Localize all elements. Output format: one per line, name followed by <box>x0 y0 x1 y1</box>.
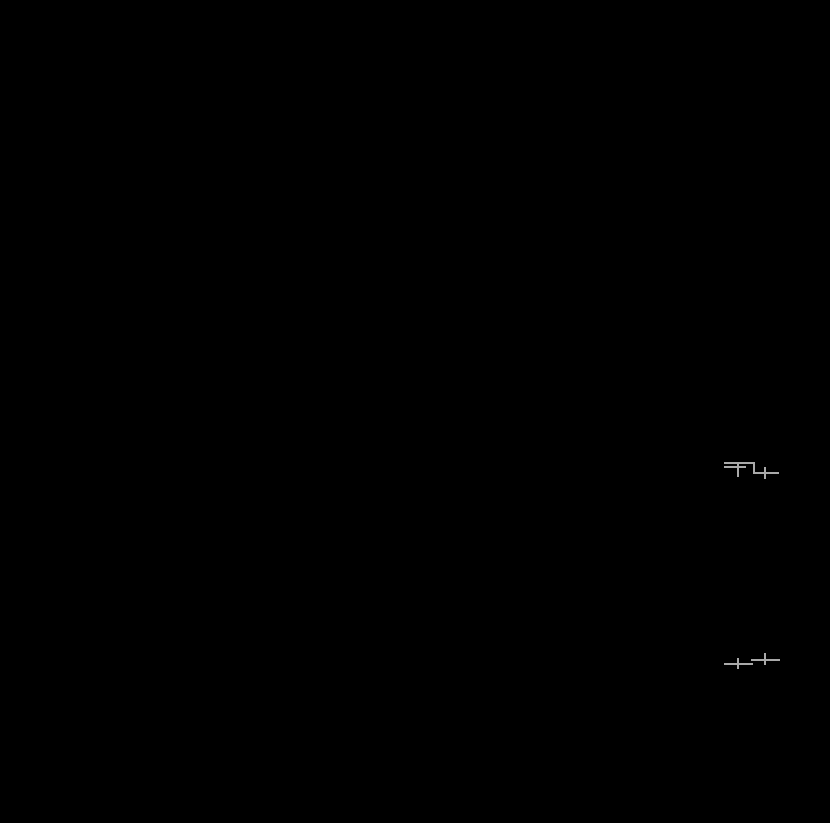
bin-bar-lower-right <box>751 659 780 661</box>
step-drop-vertical <box>753 462 755 474</box>
errorbar-vertical-1 <box>737 462 739 477</box>
errorbar-vertical-2 <box>764 467 766 479</box>
bin-bar-lower-left <box>724 663 753 665</box>
errorbar-vertical-3 <box>737 658 739 669</box>
step-top-line <box>724 462 755 464</box>
bin-bar-upper-left <box>724 466 746 468</box>
step-lower-line <box>753 472 779 474</box>
errorbar-vertical-4 <box>764 653 766 665</box>
